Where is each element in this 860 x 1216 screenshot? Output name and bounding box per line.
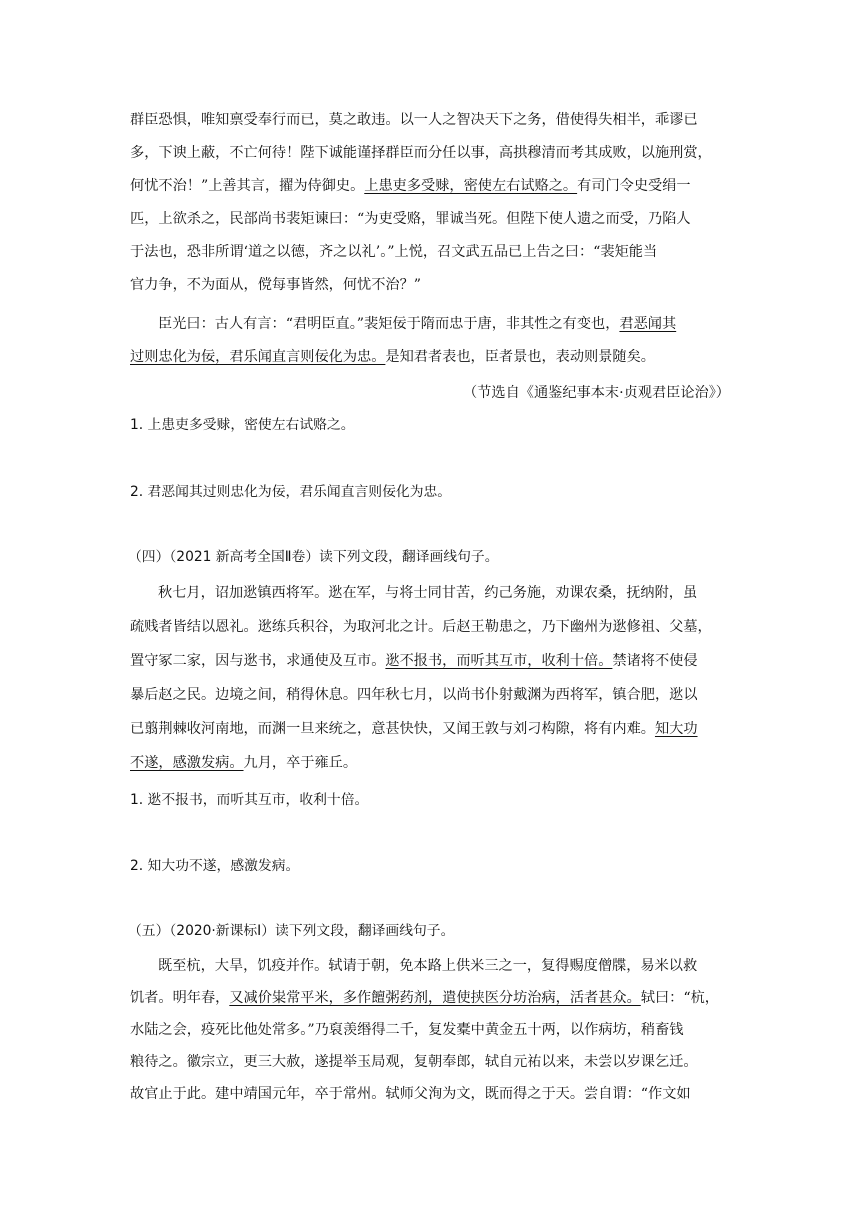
section-4-line-1: 秋七月，诏加逖镇西将军。逖在军，与将士同甘苦，约己务施，劝课农桑，抚纳附，虽 (158, 585, 698, 601)
passage-text: 臣光曰：古人有言：“君明臣直。”裴矩佞于隋而忠于唐，非其性之有变也， (158, 316, 620, 332)
section-5-line-1: 既至杭，大旱，饥疫并作。轼请于朝，免本路上供米三之一，复得赐度僧牒，易米以救 (158, 958, 698, 974)
underlined-sentence: 又减价粜常平米，多作饘粥药剂，遣使挟医分坊治病，活者甚众。 (229, 990, 641, 1006)
passage-line-3 (130, 175, 730, 197)
underlined-sentence: 过则忠化为佞，君乐闻直言则佞化为忠。 (130, 349, 386, 365)
passage-text: 饥者。明年春， (130, 990, 230, 1006)
section-5-heading: （五）（2020·新课标Ⅰ）读下列文段，翻译画线句子。 (128, 923, 455, 939)
section-5-line-5: 故官止于此。建中靖国元年，卒于常州。轼师父洵为文，既而得之于天。尝自谓：“作文如 (130, 1086, 691, 1102)
section-4-question-1: 1. 逖不报书，而听其互市，收利十倍。 (130, 792, 369, 808)
underlined-sentence: 不遂，感激发病。 (130, 755, 244, 771)
section-5-line-3: 水陆之会，疫死比他处常多。”乃裒羡缗得二千，复发橐中黄金五十两，以作病坊，稍畜钱 (130, 1022, 684, 1038)
passage-line-5: 于法也，恐非所谓‘道之以德，齐之以礼’。”上悦，召文武五品已上告之曰：“裴矩能当 (130, 244, 658, 260)
section-4-line-3 (130, 650, 730, 672)
passage-line-4: 匹，上欲杀之，民部尚书裴矩谏曰：“为吏受赂，罪诚当死。但陛下使人遗之而受，乃陷人 (130, 211, 691, 227)
passage-text: 禁诸将不使侵 (612, 653, 698, 669)
passage-line-2: 多，下谀上蔽，不亡何待！陛下诚能谨择群臣而分任以事，高拱穆清而考其成败，以施刑赏， (130, 145, 712, 161)
passage-line-7 (158, 313, 730, 335)
passage-text: 何忧不治！”上善其言，擢为侍御史。 (130, 178, 365, 194)
passage-text: 九月，卒于雍丘。 (243, 755, 358, 771)
passage-line-6: 官力争，不为面从，傥每事皆然，何忧不治？” (130, 277, 422, 293)
passage-text: 有司门令史受绢一 (577, 178, 691, 194)
question-2: 2. 君恶闻其过则忠化为佞，君乐闻直言则佞化为忠。 (130, 484, 452, 500)
section-4-line-6 (130, 752, 730, 774)
underlined-sentence: 君恶闻其 (619, 316, 677, 332)
passage-line-1: 群臣恐惧，唯知禀受奉行而已，莫之敢违。以一人之智决天下之务，借使得失相半，乖谬已 (130, 112, 698, 128)
section-4-line-5 (130, 718, 730, 740)
section-5-line-4: 粮待之。徽宗立，更三大赦，遂提举玉局观，复朝奉郎，轼自元祐以来，未尝以岁课乞迁。 (130, 1054, 698, 1070)
passage-text: 已翦荆棘收河南地，而渊一旦来统之，意甚快快，又闻王敦与刘刁构隙，将有内难。 (130, 721, 655, 737)
underlined-sentence: 逖不报书，而听其互市，收利十倍。 (385, 653, 613, 669)
passage-line-8 (130, 346, 730, 368)
passage-text: 轼曰：“杭， (640, 990, 719, 1006)
passage-text: 是知君者表也，臣者景也，表动则景随矣。 (385, 349, 655, 365)
passage-text: 置守冢二家，因与逖书，求通使及互市。 (130, 653, 386, 669)
section-5-line-2 (130, 987, 730, 1009)
underlined-sentence: 上患吏多受赇，密使左右试赂之。 (364, 178, 578, 194)
question-1: 1. 上患吏多受赇，密使左右试赂之。 (130, 417, 355, 433)
section-4-line-2: 疏贱者皆结以恩礼。逖练兵积谷，为取河北之计。后赵王勒患之，乃下幽州为逖修祖、父墓， (130, 619, 712, 635)
section-4-question-2: 2. 知大功不遂，感激发病。 (130, 858, 300, 874)
section-4-heading: （四）（2021 新高考全国Ⅱ卷）读下列文段，翻译画线句子。 (128, 549, 499, 565)
source-citation: （节选自《通鉴纪事本末·贞观君臣论治》） (463, 385, 730, 401)
section-4-line-4: 暴后赵之民。边境之间，稍得休息。四年秋七月，以尚书仆射戴渊为西将军，镇合肥，逖以 (130, 687, 698, 703)
underlined-sentence: 知大功 (654, 721, 698, 737)
